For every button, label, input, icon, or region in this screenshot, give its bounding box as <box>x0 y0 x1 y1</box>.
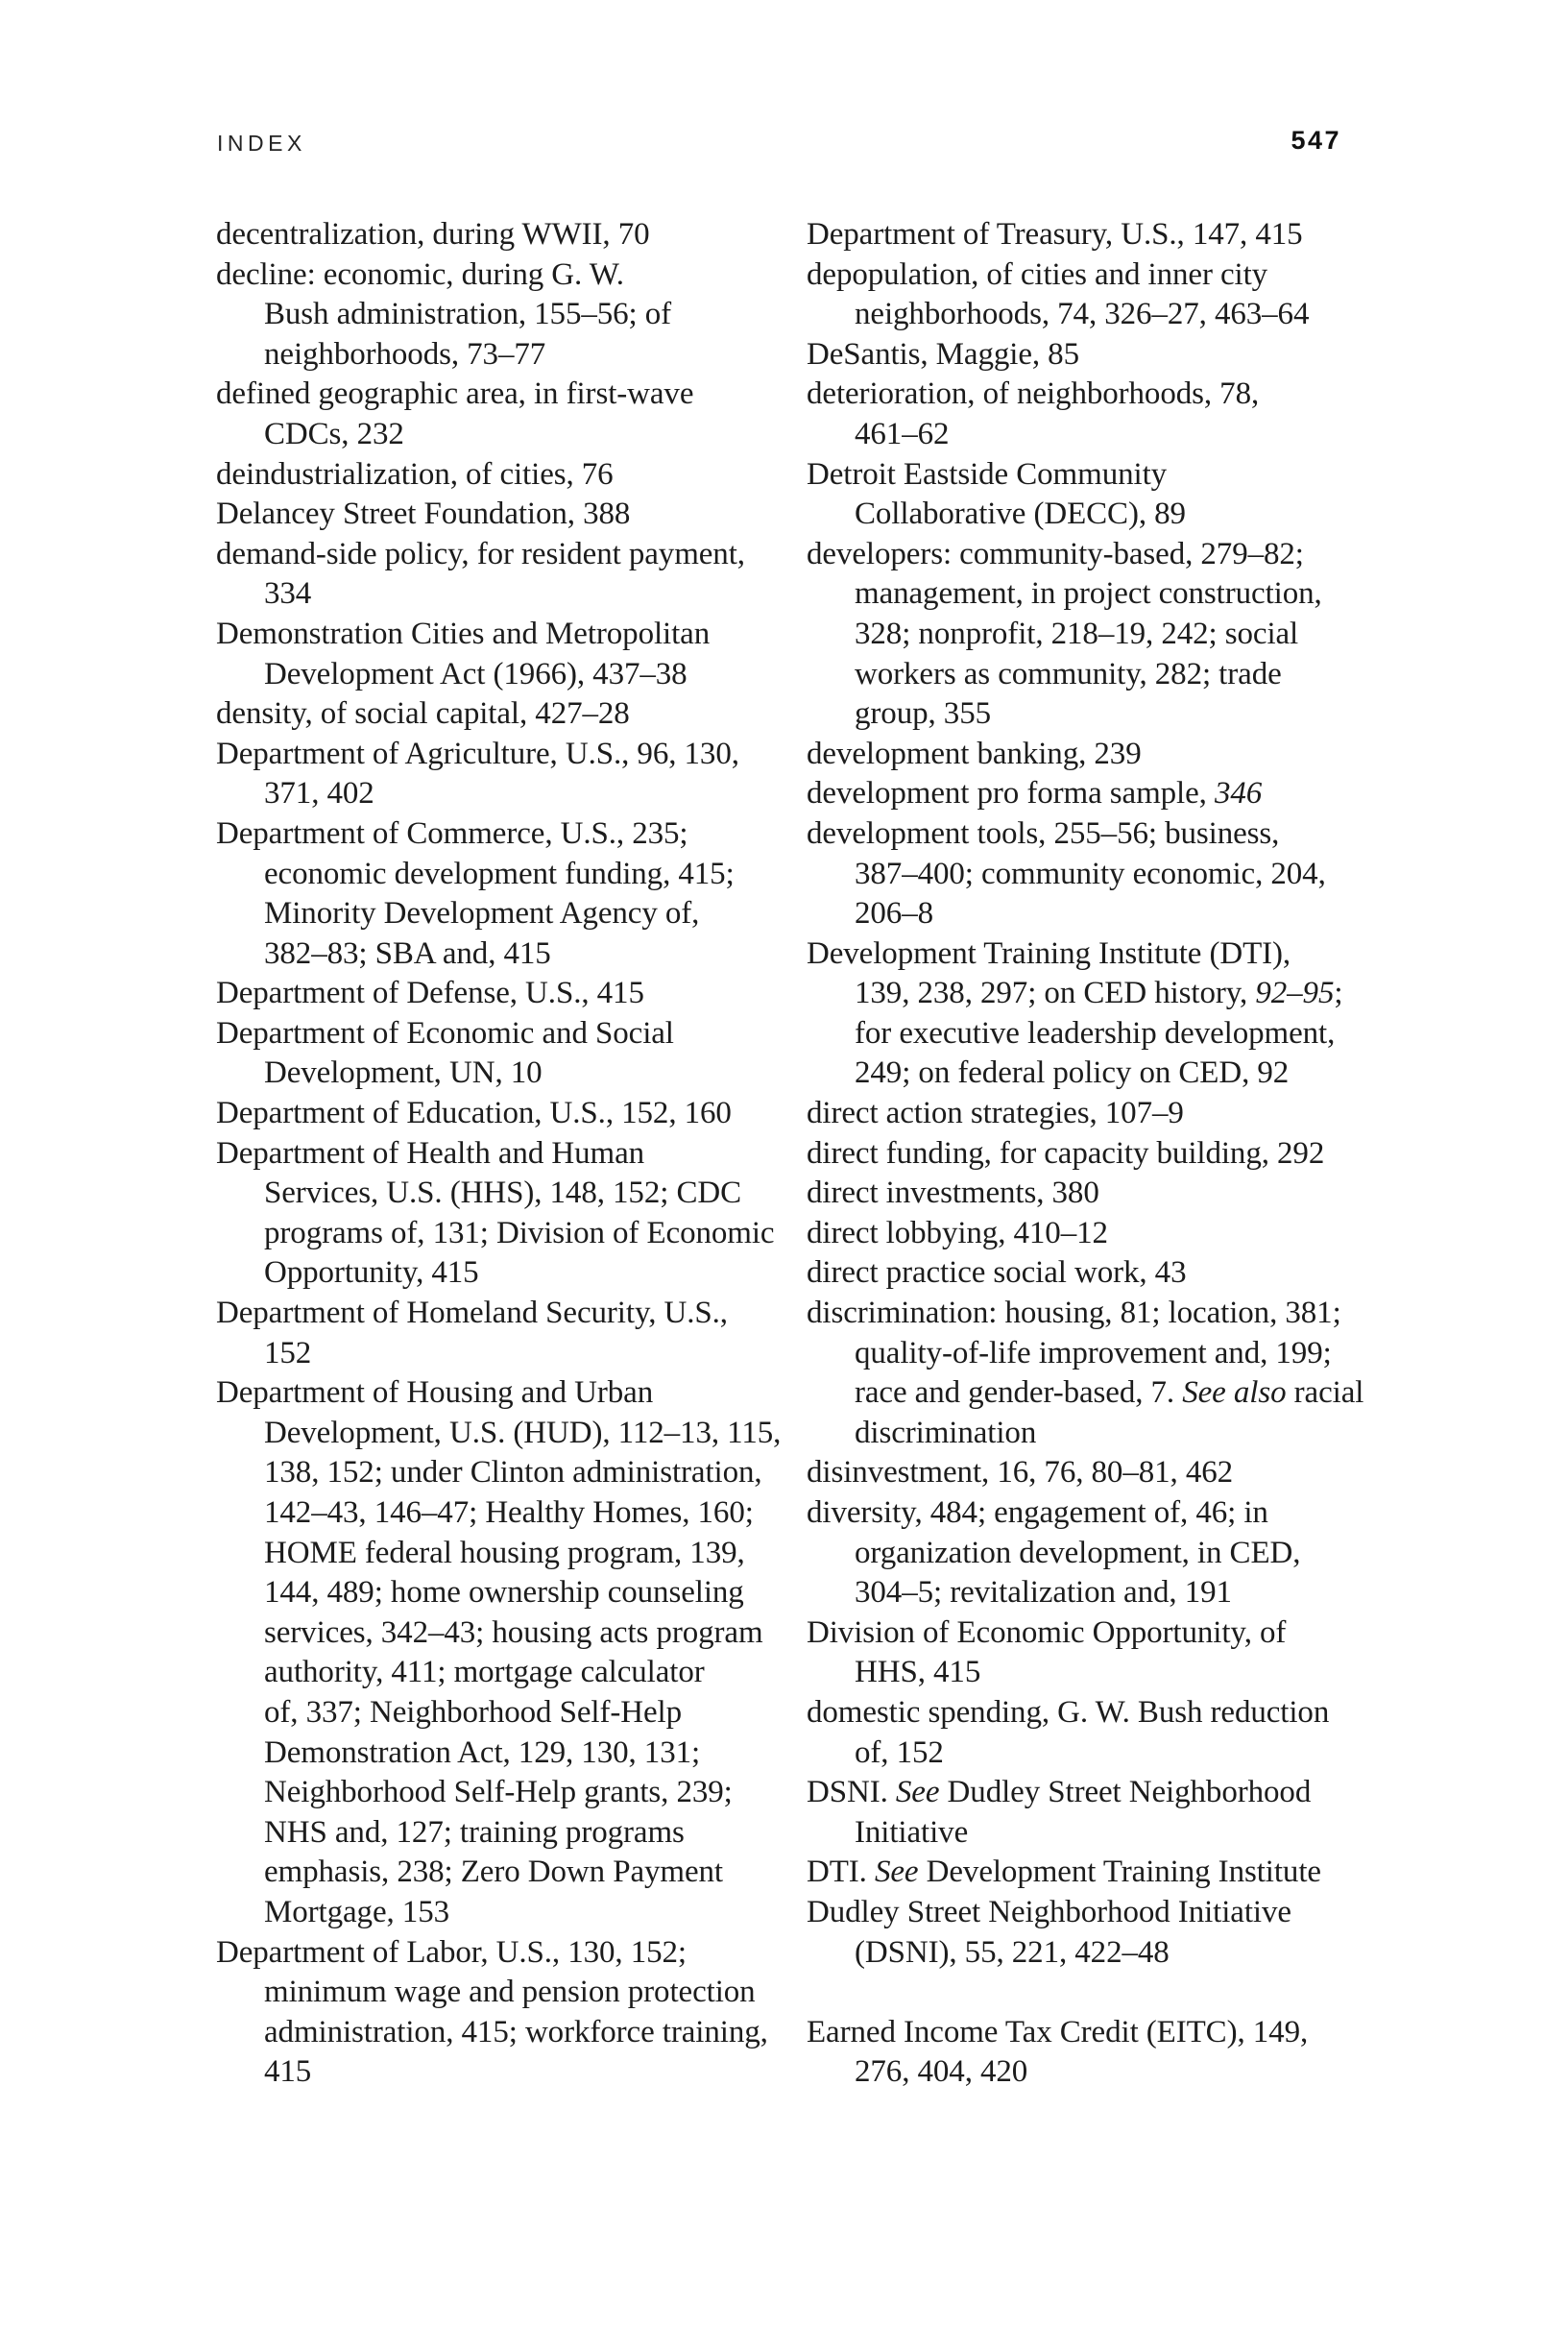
index-line: 276, 404, 420 <box>855 2054 1028 2090</box>
index-line: Mortgage, 153 <box>264 1894 449 1929</box>
index-line: 206–8 <box>855 896 934 932</box>
index-line: development banking, 239 <box>807 736 1142 771</box>
index-line: 142–43, 146–47; Healthy Homes, 160; <box>264 1495 754 1530</box>
index-line: direct lobbying, 410–12 <box>807 1215 1108 1250</box>
index-line: Development Act (1966), 437–38 <box>264 656 688 691</box>
index-line: domestic spending, G. W. Bush reduction <box>807 1694 1330 1730</box>
index-line: group, 355 <box>855 696 991 732</box>
index-line: emphasis, 238; Zero Down Payment <box>264 1855 723 1890</box>
index-entry <box>807 774 1368 814</box>
index-line: 304–5; revitalization and, 191 <box>855 1575 1232 1611</box>
index-line: Department of Defense, U.S., 415 <box>216 976 644 1011</box>
index-line: decline: economic, during G. W. <box>216 256 624 292</box>
index-columns <box>216 215 1368 2093</box>
index-line: management, in project construction, <box>855 576 1322 612</box>
index-entry <box>216 495 778 535</box>
index-line: minimum wage and pension protection <box>264 1975 756 2010</box>
index-line: programs of, 131; Division of Economic <box>264 1215 775 1250</box>
index-line: neighborhoods, 73–77 <box>264 336 546 372</box>
index-entry <box>807 255 1368 335</box>
index-entry <box>216 375 778 454</box>
index-line: 138, 152; under Clinton administration, <box>264 1455 762 1491</box>
index-line: Development, UN, 10 <box>264 1055 543 1091</box>
index-entry <box>807 1613 1368 1693</box>
index-entry <box>216 1094 778 1134</box>
index-line: HHS, 415 <box>855 1655 981 1690</box>
index-line: Development, U.S. (HUD), 112–13, 115, <box>264 1415 782 1450</box>
index-line: Department of Agriculture, U.S., 96, 130, <box>216 736 739 771</box>
index-line: neighborhoods, 74, 326–27, 463–64 <box>855 297 1310 332</box>
index-line: direct practice social work, 43 <box>807 1255 1187 1291</box>
index-line: Minority Development Agency of, <box>264 896 700 932</box>
index-line: 144, 489; home ownership counseling <box>264 1575 744 1611</box>
index-column-left <box>216 215 782 2093</box>
index-line: administration, 415; workforce training, <box>264 2014 768 2049</box>
index-line: Delancey Street Foundation, 388 <box>216 497 631 532</box>
index-line: Bush administration, 155–56; of <box>264 297 672 332</box>
index-line: 334 <box>264 576 312 612</box>
index-entry <box>216 455 778 496</box>
index-entry <box>807 1453 1368 1493</box>
index-line: 139, 238, 297; on CED history, 92–95; <box>855 976 1343 1011</box>
index-line: Department of Labor, U.S., 130, 152; <box>216 1934 687 1970</box>
index-entry <box>216 1294 778 1373</box>
index-line: discrimination: housing, 81; location, 381; <box>807 1296 1341 1331</box>
index-line: disinvestment, 16, 76, 80–81, 462 <box>807 1455 1234 1491</box>
index-entry <box>216 535 778 615</box>
running-head: INDEX <box>217 131 306 156</box>
index-line: 382–83; SBA and, 415 <box>264 935 551 971</box>
index-line: Earned Income Tax Credit (EITC), 149, <box>807 2014 1309 2049</box>
index-line: (DSNI), 55, 221, 422–48 <box>855 1934 1170 1970</box>
index-line: diversity, 484; engagement of, 46; in <box>807 1495 1268 1530</box>
index-entry <box>216 255 778 376</box>
index-line: Department of Commerce, U.S., 235; <box>216 815 688 851</box>
index-line: depopulation, of cities and inner city <box>807 256 1268 292</box>
index-line: authority, 411; mortgage calculator <box>264 1655 705 1690</box>
index-line: services, 342–43; housing acts program <box>264 1614 763 1650</box>
index-line: direct action strategies, 107–9 <box>807 1096 1184 1131</box>
index-entry <box>807 535 1368 735</box>
index-line: Department of Education, U.S., 152, 160 <box>216 1096 732 1131</box>
index-entry <box>807 1214 1368 1254</box>
index-line: DSNI. See Dudley Street Neighborhood <box>807 1775 1312 1810</box>
index-line: 461–62 <box>855 416 950 451</box>
index-entry <box>216 974 778 1014</box>
index-entry <box>216 814 778 974</box>
index-entry <box>807 1174 1368 1214</box>
index-line: DeSantis, Maggie, 85 <box>807 336 1079 372</box>
index-line: Detroit Eastside Community <box>807 456 1168 492</box>
index-line: Department of Homeland Security, U.S., <box>216 1296 728 1331</box>
index-entry <box>807 1693 1368 1773</box>
index-entry <box>807 814 1368 934</box>
index-line: Demonstration Act, 129, 130, 131; <box>264 1734 701 1770</box>
index-line: HOME federal housing program, 139, <box>264 1535 745 1570</box>
index-entry <box>807 1773 1368 1853</box>
index-line: Opportunity, 415 <box>264 1255 479 1291</box>
index-line: Department of Health and Human <box>216 1135 645 1171</box>
index-line: density, of social capital, 427–28 <box>216 696 630 732</box>
index-line: decentralization, during WWII, 70 <box>216 217 650 252</box>
index-line: economic development funding, 415; <box>264 856 735 891</box>
index-entry <box>807 2013 1368 2093</box>
index-line: Division of Economic Opportunity, of <box>807 1614 1287 1650</box>
index-line: discrimination <box>855 1415 1037 1450</box>
index-line: 152 <box>264 1335 312 1370</box>
index-entry <box>807 934 1368 1094</box>
index-line: 387–400; community economic, 204, <box>855 856 1326 891</box>
index-entry <box>216 694 778 735</box>
index-column-right <box>807 215 1368 2093</box>
index-entry <box>807 375 1368 454</box>
index-line: 371, 402 <box>264 776 374 812</box>
index-line: development tools, 255–56; business, <box>807 815 1280 851</box>
index-entry <box>807 735 1368 775</box>
index-line: NHS and, 127; training programs <box>264 1814 685 1850</box>
index-line: Initiative <box>855 1814 969 1850</box>
index-line: Neighborhood Self-Help grants, 239; <box>264 1775 733 1810</box>
index-line: Dudley Street Neighborhood Initiative <box>807 1894 1291 1929</box>
index-entry <box>216 1134 778 1294</box>
index-line: deterioration, of neighborhoods, 78, <box>807 376 1260 412</box>
index-entry <box>807 1853 1368 1893</box>
index-line: Development Training Institute (DTI), <box>807 935 1291 971</box>
index-entry <box>807 1294 1368 1453</box>
index-entry <box>807 1493 1368 1613</box>
index-line: quality-of-life improvement and, 199; <box>855 1335 1332 1370</box>
index-entry <box>216 615 778 694</box>
index-line: of, 152 <box>855 1734 944 1770</box>
index-line: 415 <box>264 2054 312 2090</box>
index-entry <box>216 215 778 255</box>
index-line: Department of Treasury, U.S., 147, 415 <box>807 217 1303 252</box>
index-line: Department of Housing and Urban <box>216 1375 654 1411</box>
page-number: 547 <box>1291 126 1341 155</box>
index-line: Collaborative (DECC), 89 <box>855 497 1186 532</box>
index-line: CDCs, 232 <box>264 416 404 451</box>
index-line: direct investments, 380 <box>807 1176 1099 1211</box>
index-line: organization development, in CED, <box>855 1535 1301 1570</box>
index-entry <box>807 335 1368 376</box>
index-line: race and gender-based, 7. See also racial <box>855 1375 1364 1411</box>
index-line: 328; nonprofit, 218–19, 242; social <box>855 616 1299 651</box>
index-line: of, 337; Neighborhood Self-Help <box>264 1694 682 1730</box>
index-entry <box>216 1373 782 1932</box>
index-entry <box>807 1893 1368 1973</box>
index-line: deindustrialization, of cities, 76 <box>216 456 614 492</box>
index-entry <box>807 1094 1368 1134</box>
index-line: demand-side policy, for resident payment, <box>216 536 745 571</box>
index-line: for executive leadership development, <box>855 1015 1336 1051</box>
index-line: development pro forma sample, 346 <box>807 776 1263 812</box>
index-line: Services, U.S. (HHS), 148, 152; CDC <box>264 1176 741 1211</box>
index-entry <box>807 455 1368 535</box>
index-entry <box>216 735 778 814</box>
index-entry <box>216 1933 778 2093</box>
index-entry <box>807 1134 1368 1175</box>
index-entry <box>216 1014 778 1094</box>
index-line: workers as community, 282; trade <box>855 656 1282 691</box>
index-line: direct funding, for capacity building, 292 <box>807 1135 1325 1171</box>
index-line: 249; on federal policy on CED, 92 <box>855 1055 1290 1091</box>
index-entry <box>807 1253 1368 1294</box>
index-line: defined geographic area, in first-wave <box>216 376 694 412</box>
index-entry <box>807 215 1368 255</box>
index-line: Department of Economic and Social <box>216 1015 674 1051</box>
index-line: developers: community-based, 279–82; <box>807 536 1304 571</box>
index-line: Demonstration Cities and Metropolitan <box>216 616 711 651</box>
index-line: DTI. See Development Training Institute <box>807 1855 1321 1890</box>
